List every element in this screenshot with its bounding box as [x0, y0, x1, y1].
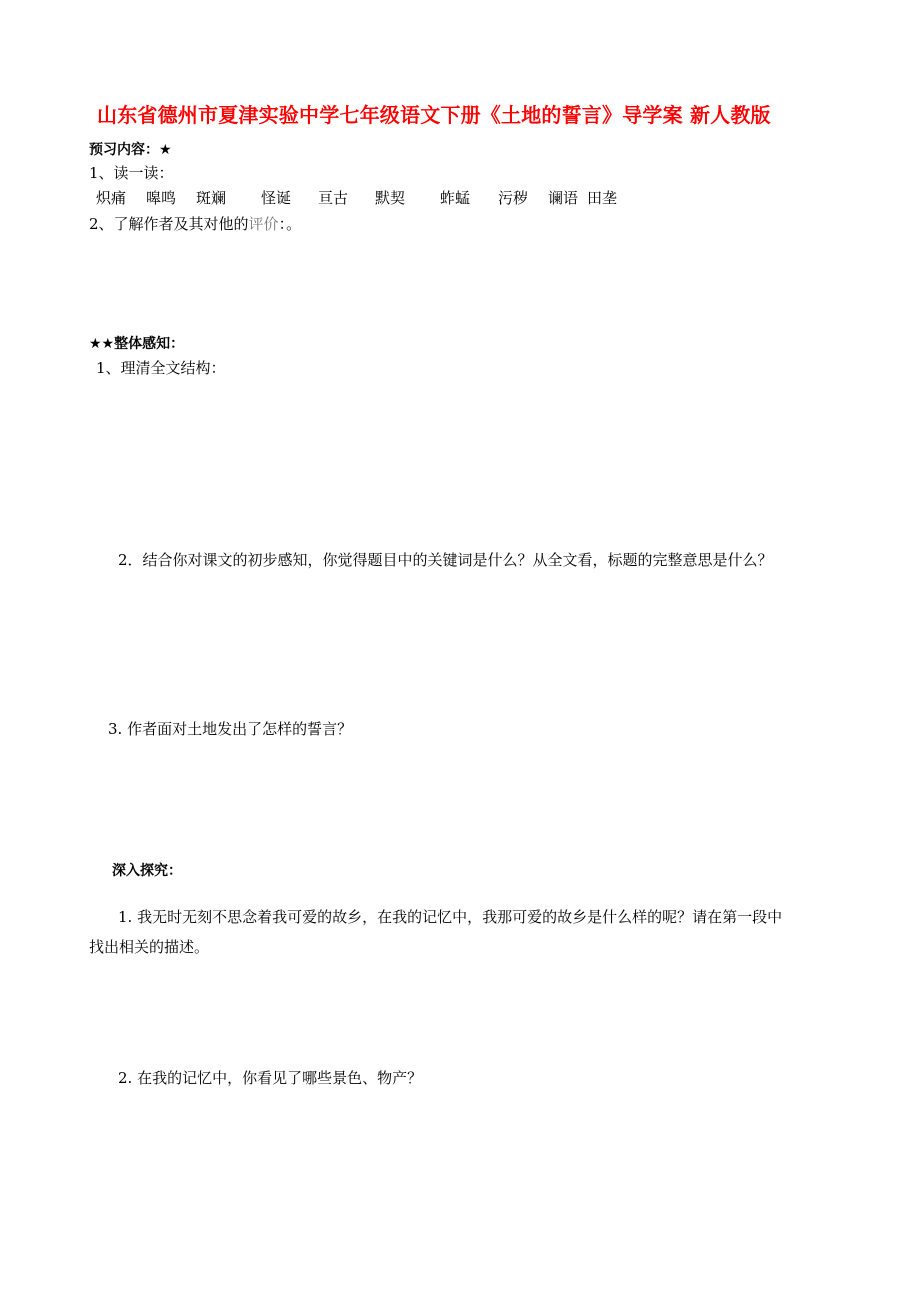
word: 污秽	[498, 189, 529, 207]
q2-prefix: 2、了解作者及其对他的	[89, 215, 249, 233]
overall-q1: 1、理清全文结构：	[96, 359, 226, 377]
document-title: 山东省德州市夏津实验中学七年级语文下册《土地的誓言》导学案 新人教版	[97, 103, 771, 127]
q2-suffix: ：。	[278, 215, 302, 233]
word: 嗥鸣	[146, 189, 177, 207]
preview-q1: 1、读一读：	[89, 164, 174, 182]
word: 蚱蜢	[440, 189, 471, 207]
deep-q2: 2. 在我的记忆中，你看见了哪些景色、物产？	[118, 1069, 423, 1087]
q2-gray: 评价	[248, 215, 279, 233]
overall-q3: 3. 作者面对土地发出了怎样的誓言？	[108, 720, 353, 738]
word: 默契	[375, 189, 406, 207]
deep-heading: 深入探究：	[112, 863, 182, 879]
word: 亘古	[318, 189, 349, 207]
deep-q1-line1: 1. 我无时无刻不思念着我可爱的故乡，在我的记忆中，我那可爱的故乡是什么样的呢？请在第一段中	[118, 908, 783, 926]
word: 田垄	[587, 189, 618, 207]
preview-q2	[89, 213, 301, 234]
word: 斑斓	[196, 189, 227, 207]
overall-q2: 2．结合你对课文的初步感知，你觉得题目中的关键词是什么？从全文看，标题的完整意思是什么？	[118, 551, 773, 569]
preview-heading: 预习内容：★	[89, 142, 172, 158]
word: 怪诞	[261, 189, 292, 207]
word: 炽痛	[96, 189, 127, 207]
overall-heading: ★★整体感知：	[89, 336, 185, 352]
word: 谰语	[548, 189, 579, 207]
deep-q1-line2: 找出相关的描述。	[89, 938, 210, 956]
